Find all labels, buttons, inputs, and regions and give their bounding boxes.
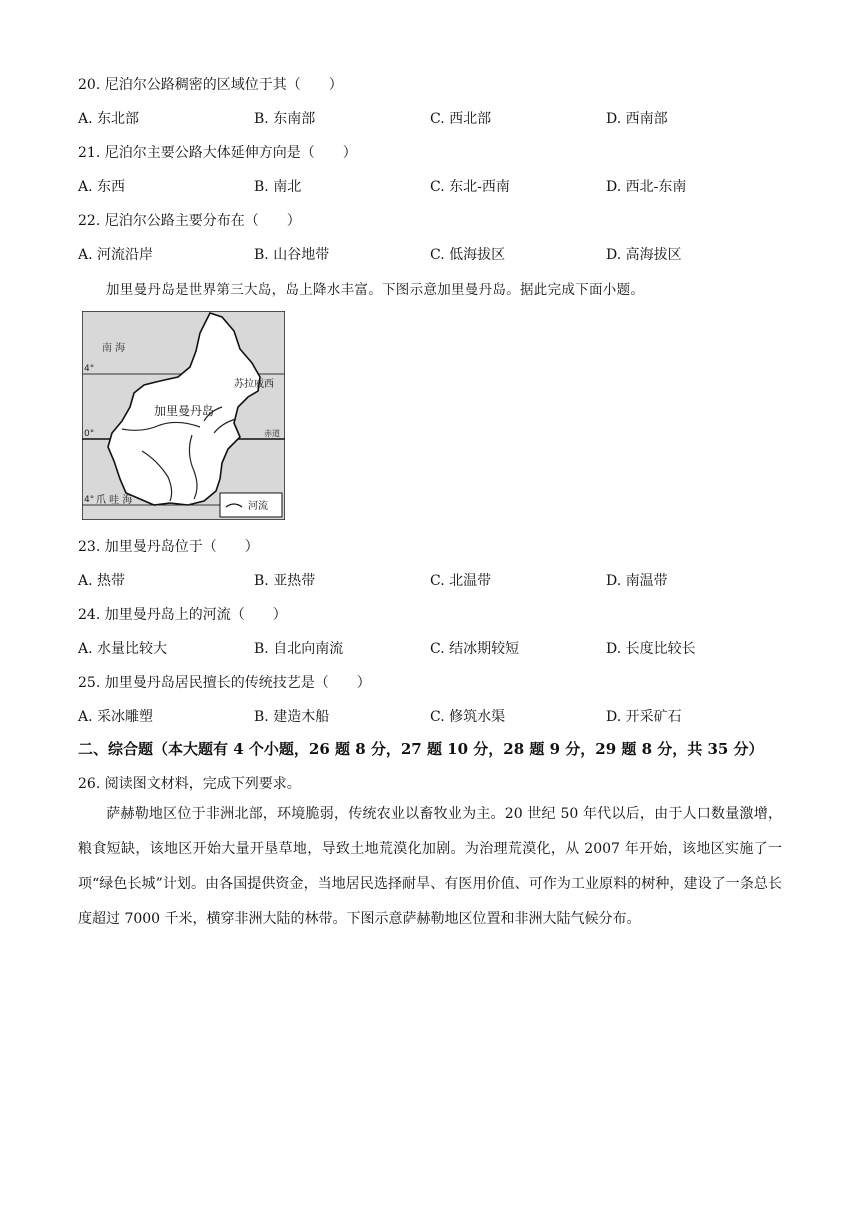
equator-label: 赤道 (264, 429, 280, 438)
sea-east-label: 苏拉威西 (234, 379, 274, 390)
lat-south-label: 4° (84, 495, 95, 505)
question-20-options (78, 108, 778, 128)
option-d: D. 南温带 (606, 573, 668, 589)
question-24-options (78, 638, 778, 658)
lat-equator-label: 0° (84, 429, 95, 439)
option-a: A. 东北部 (78, 111, 140, 127)
lat-north-label: 4° (84, 364, 95, 374)
section-2-heading: 二、综合题（本大题有 4 个小题，26 题 8 分，27 题 10 分，28 题 9 分，29 题 8 分，共 35 分） (78, 740, 764, 758)
option-d: D. 西北-东南 (606, 179, 687, 195)
question-21-stem: 21. 尼泊尔主要公路大体延伸方向是（ ） (78, 145, 357, 161)
question-20-stem: 20. 尼泊尔公路稠密的区域位于其（ ） (78, 77, 343, 93)
option-d: D. 开采矿石 (606, 709, 682, 725)
option-b: B. 自北向南流 (254, 641, 344, 657)
question-24-stem: 24. 加里曼丹岛上的河流（ ） (78, 607, 287, 623)
option-b: B. 东南部 (254, 111, 316, 127)
option-c: C. 东北-西南 (430, 179, 510, 195)
option-a: A. 河流沿岸 (78, 247, 154, 263)
sea-north-label: 南 海 (102, 343, 126, 354)
question-25-options (78, 706, 778, 726)
question-21-options (78, 176, 778, 196)
option-d: D. 高海拔区 (606, 247, 682, 263)
question-23-stem: 23. 加里曼丹岛位于（ ） (78, 539, 259, 555)
option-a: A. 东西 (78, 179, 126, 195)
question-25-stem: 25. 加里曼丹岛居民擅长的传统技艺是（ ） (78, 675, 371, 691)
option-d: D. 西南部 (606, 111, 668, 127)
option-c: C. 北温带 (430, 573, 492, 589)
question-22-options (78, 244, 778, 264)
option-b: B. 亚热带 (254, 573, 316, 589)
option-a: A. 水量比较大 (78, 641, 168, 657)
legend-label: 河流 (248, 501, 268, 512)
island-label: 加里曼丹岛 (154, 404, 215, 418)
question-26-material (78, 797, 782, 937)
option-c: C. 西北部 (430, 111, 492, 127)
question-23-options (78, 570, 778, 590)
option-b: B. 山谷地带 (254, 247, 330, 263)
option-b: B. 南北 (254, 179, 302, 195)
option-c: C. 结冰期较短 (430, 641, 520, 657)
option-c: C. 修筑水渠 (430, 709, 506, 725)
sea-south-label: 爪 哇 海 (96, 495, 133, 506)
question-22-stem: 22. 尼泊尔公路主要分布在（ ） (78, 213, 301, 229)
question-26-paragraph: 萨赫勒地区位于非洲北部，环境脆弱，传统农业以畜牧业为主。20 世纪 50 年代以后，由于人口数量激增，粮食短缺，该地区开始大量开垦草地，导致土地荒漠化加剧。为治理荒漠化，从 2007 年开始，该地区实施了一项“绿色长城”计划。由各国提供资金，当地居民选择耐旱、有医用价值、可作为工业原料的树种，建设了一条总长度超过 7000 千米，横穿非洲大陆的林带。下图示意萨赫勒地区位置和非洲大陆气候分布。 (78, 806, 782, 927)
option-c: C. 低海拔区 (430, 247, 506, 263)
option-b: B. 建造木船 (254, 709, 330, 725)
kalimantan-map (82, 311, 285, 520)
option-a: A. 采冰雕塑 (78, 709, 154, 725)
question-26-stem: 26. 阅读图文材料，完成下列要求。 (78, 776, 301, 792)
option-a: A. 热带 (78, 573, 126, 589)
kalimantan-intro: 加里曼丹岛是世界第三大岛，岛上降水丰富。下图示意加里曼丹岛。据此完成下面小题。 (106, 282, 645, 298)
option-d: D. 长度比较长 (606, 641, 696, 657)
